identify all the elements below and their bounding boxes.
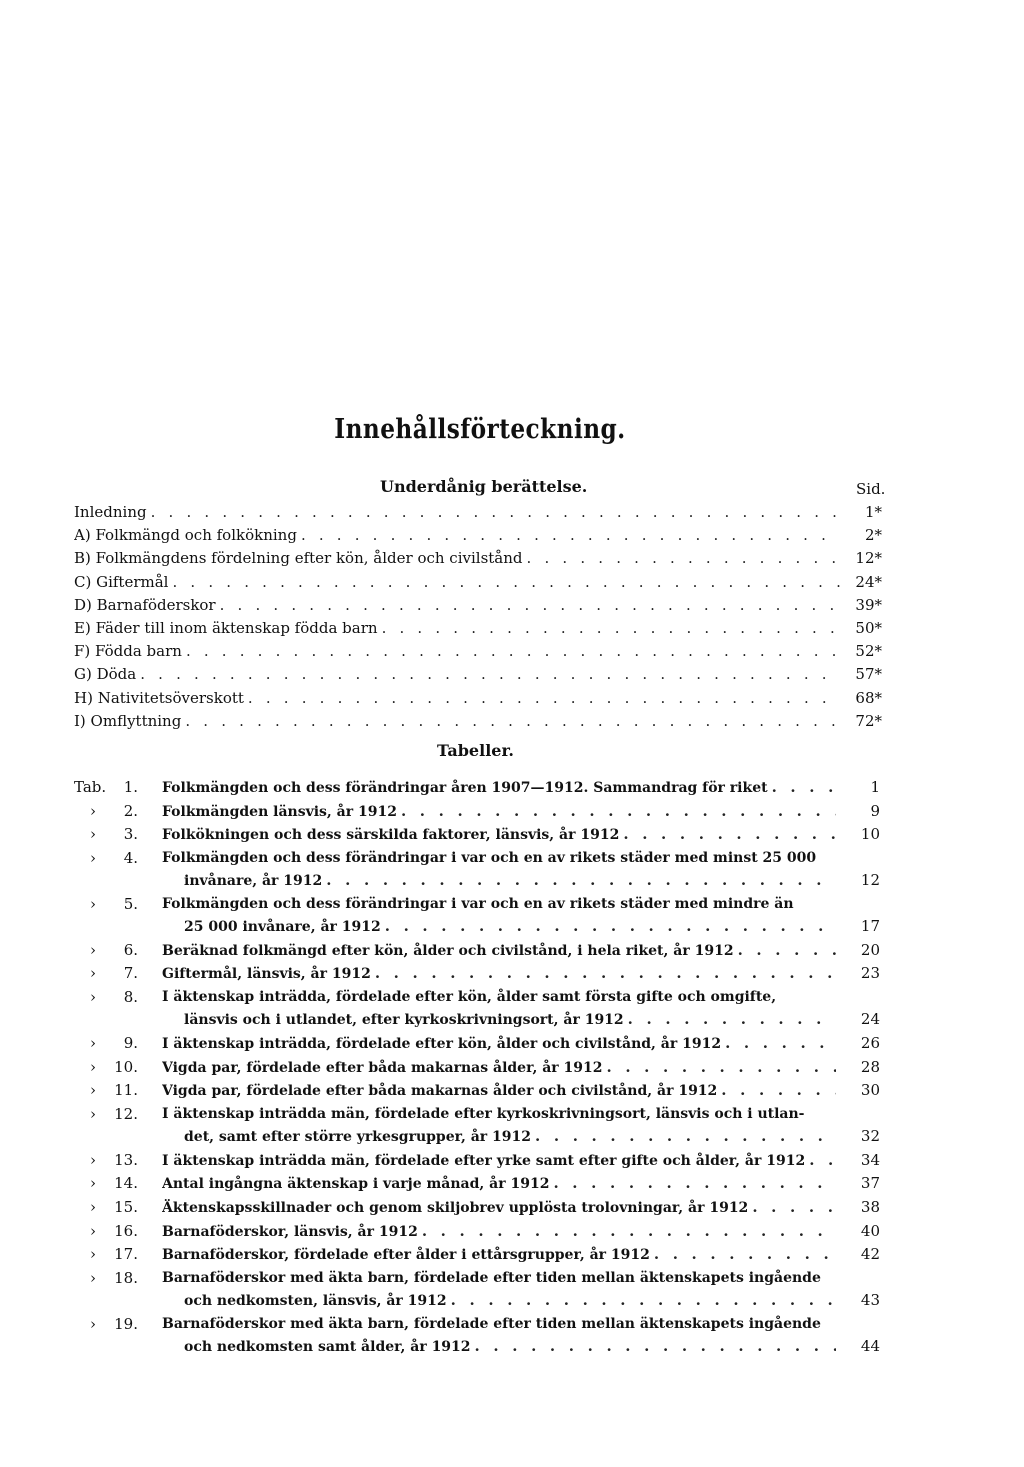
toc-entry-page: 12* — [855, 549, 882, 568]
table-entry-line — [162, 1080, 836, 1101]
table-number: 19. — [114, 1314, 138, 1333]
table-number: 1. — [123, 778, 138, 796]
toc-entry — [74, 525, 840, 545]
table-entry-line — [162, 963, 836, 984]
table-entry-page: 20 — [860, 940, 880, 959]
leader-dots — [721, 1033, 836, 1053]
table-entry-line — [162, 1244, 836, 1265]
table-entry-line — [184, 1336, 836, 1357]
table-entry-text: Folkmängden och dess förändringar åren 1907—1912. Sammandrag för riket — [162, 780, 768, 796]
table-entry-text: det, samt efter större yrkesgrupper, år 1912 — [184, 1129, 532, 1146]
table-entry-text: Giftermål, länsvis, år 1912 — [162, 966, 371, 983]
table-prefix: › — [90, 1174, 96, 1193]
toc-entry — [74, 548, 840, 568]
toc-entry-text: F) Födda barn — [74, 642, 182, 661]
toc-entry — [74, 641, 840, 661]
table-entry-text: Folkmängden länsvis, år 1912 — [162, 803, 397, 820]
table-entry-page: 40 — [860, 1221, 880, 1240]
table-entry-text: Folkökningen och dess särskilda faktorer, länsvis, år 1912 — [162, 827, 620, 844]
toc-entry — [74, 711, 840, 731]
leader-dots — [418, 1221, 836, 1241]
leader-dots — [734, 940, 836, 960]
toc-entry-text: I) Omflyttning — [74, 711, 182, 730]
table-number: 5. — [123, 894, 138, 913]
table-prefix: › — [90, 825, 96, 844]
toc-entry-text: D) Barnaföderskor — [74, 595, 216, 614]
table-entry-page: 37 — [860, 1174, 880, 1193]
toc-entry-text: H) Nativitetsöverskott — [74, 688, 244, 707]
leader-dots — [624, 1009, 836, 1029]
table-number: 6. — [123, 940, 138, 959]
leader-dots — [244, 688, 840, 708]
table-entry-line — [162, 1150, 836, 1171]
table-number: 18. — [114, 1268, 138, 1287]
leader-dots — [805, 1150, 836, 1170]
toc-entry-text: B) Folkmängdens fördelning efter kön, ålder och civilstånd — [74, 549, 523, 568]
table-prefix: › — [90, 1150, 96, 1169]
table-entry-line — [184, 1290, 836, 1311]
table-number: 10. — [114, 1057, 138, 1076]
table-entry-text: och nedkomsten samt ålder, år 1912 — [184, 1339, 471, 1356]
table-entry-text: I äktenskap inträdda, fördelade efter kön, ålder samt första gifte och omgifte, — [162, 989, 777, 1005]
table-number: 9. — [123, 1034, 138, 1052]
table-prefix: › — [90, 848, 96, 867]
table-entry-text: Barnaföderskor med äkta barn, fördelade efter tiden mellan äktenskapets ingående — [162, 1269, 821, 1286]
toc-entry — [74, 595, 840, 615]
leader-dots — [523, 548, 840, 568]
leader-dots — [619, 824, 836, 844]
table-entry-page: 9 — [870, 801, 880, 820]
leader-dots — [297, 525, 840, 545]
table-number: 4. — [123, 848, 138, 867]
table-prefix: › — [90, 1245, 96, 1264]
leader-dots — [471, 1336, 836, 1356]
table-prefix: › — [90, 964, 96, 983]
leader-dots — [531, 1126, 836, 1146]
leader-dots — [136, 664, 840, 684]
toc-entry — [74, 618, 840, 638]
table-prefix: › — [90, 1198, 96, 1216]
table-entry-text: invånare, år 1912 — [184, 873, 323, 890]
toc-entry-text: A) Folkmängd och folkökning — [74, 526, 297, 545]
table-number: 15. — [114, 1198, 138, 1216]
toc-entry-text: E) Fäder till inom äktenskap födda barn — [74, 619, 378, 637]
table-prefix: › — [90, 1104, 96, 1123]
toc-entry-page: 39* — [855, 595, 882, 614]
table-entry-page: 32 — [860, 1127, 880, 1146]
toc-entry-page: 57* — [855, 665, 882, 684]
table-entry-line — [162, 1057, 836, 1078]
toc-entry-text: C) Giftermål — [74, 572, 169, 591]
table-entry-line — [162, 1104, 838, 1124]
table-entry-text: Vigda par, fördelade efter båda makarnas ålder, år 1912 — [162, 1059, 603, 1076]
table-entry-page: 10 — [860, 825, 880, 844]
table-entry-page: 30 — [860, 1081, 880, 1100]
table-entry-line — [162, 940, 836, 961]
table-entry-text: I äktenskap inträdda män, fördelade efter kyrkoskrivningsort, länsvis och i utlan- — [162, 1105, 805, 1122]
table-entry-line — [162, 1268, 838, 1288]
toc-entry-page: 72* — [855, 711, 882, 730]
toc-entry — [74, 572, 840, 592]
table-prefix: › — [90, 1081, 96, 1100]
leader-dots — [397, 801, 836, 821]
table-prefix: › — [90, 801, 96, 820]
table-entry-line — [184, 916, 836, 937]
table-entry-text: Barnaföderskor med äkta barn, fördelade efter tiden mellan äktenskapets ingående — [162, 1315, 821, 1332]
leader-dots — [549, 1173, 836, 1193]
table-number: 7. — [123, 964, 138, 983]
leader-dots — [182, 641, 840, 661]
table-number: 17. — [114, 1245, 138, 1264]
toc-entry-page: 50* — [855, 619, 882, 637]
table-number: 11. — [114, 1081, 138, 1100]
table-entry-page: 44 — [860, 1337, 880, 1356]
table-entry-text: 25 000 invånare, år 1912 — [184, 919, 381, 936]
toc-entry-page: 1* — [864, 503, 882, 521]
toc-entry-page: 68* — [855, 688, 882, 707]
leader-dots — [717, 1080, 836, 1100]
leader-dots — [748, 1197, 836, 1217]
table-prefix: › — [90, 894, 96, 913]
table-entry-page: 26 — [860, 1034, 880, 1052]
table-entry-line — [184, 1009, 836, 1030]
table-entry-line — [162, 777, 836, 798]
table-entry-line — [162, 824, 836, 845]
table-number: 14. — [114, 1174, 138, 1193]
tables-heading: Tabeller. — [437, 741, 514, 760]
table-entry-text: Beräknad folkmängd efter kön, ålder och civilstånd, i hela riket, år 1912 — [162, 942, 734, 959]
table-prefix: › — [90, 1057, 96, 1076]
table-number: 16. — [114, 1221, 138, 1240]
table-entry-page: 28 — [860, 1057, 880, 1076]
leader-dots — [447, 1290, 836, 1310]
table-entry-text: och nedkomsten, länsvis, år 1912 — [184, 1293, 447, 1310]
leader-dots — [378, 618, 840, 638]
toc-entry-text: Inledning — [74, 503, 147, 521]
toc-entry-page: 24* — [855, 572, 882, 591]
table-entry-text: Äktenskapsskillnader och genom skiljobrev upplösta trolovningar, år 1912 — [162, 1200, 749, 1216]
table-prefix: Tab. — [74, 778, 107, 796]
table-entry-page: 17 — [860, 917, 880, 936]
leader-dots — [181, 711, 840, 731]
table-entry-line — [162, 1221, 836, 1242]
table-entry-line — [162, 848, 838, 868]
table-entry-line — [162, 894, 838, 914]
page-column-label: Sid. — [856, 480, 886, 498]
leader-dots — [147, 502, 840, 522]
table-prefix: › — [90, 1221, 96, 1240]
table-entry-text: Barnaföderskor, fördelade efter ålder i ettårsgrupper, år 1912 — [162, 1247, 650, 1264]
toc-entry-page: 52* — [855, 642, 882, 661]
leader-dots — [381, 916, 836, 936]
table-entry-page: 43 — [860, 1291, 880, 1310]
table-entry-line — [184, 870, 836, 891]
table-entry-page: 34 — [860, 1150, 880, 1169]
table-entry-page: 24 — [860, 1010, 880, 1029]
table-number: 2. — [123, 801, 138, 820]
leader-dots — [168, 572, 840, 592]
table-entry-line — [162, 1314, 838, 1334]
toc-entry — [74, 502, 840, 522]
table-number: 3. — [123, 825, 138, 844]
toc-entry — [74, 664, 840, 684]
leader-dots — [216, 595, 840, 615]
table-entry-line — [162, 1197, 836, 1218]
table-entry-page: 38 — [860, 1198, 880, 1216]
table-entry-page: 12 — [860, 871, 880, 890]
table-entry-line — [184, 1126, 836, 1147]
table-entry-line — [162, 801, 836, 822]
table-entry-text: Vigda par, fördelade efter båda makarnas ålder och civilstånd, år 1912 — [162, 1083, 718, 1100]
toc-entry-text: G) Döda — [74, 665, 137, 684]
table-entry-text: Folkmängden och dess förändringar i var och en av rikets städer med mindre än — [162, 895, 794, 912]
page-title: Innehållsförteckning. — [334, 414, 626, 445]
table-number: 12. — [114, 1104, 138, 1123]
toc-entry-page: 2* — [864, 526, 882, 545]
leader-dots — [371, 963, 836, 983]
toc-entry — [74, 688, 840, 708]
table-prefix: › — [90, 1034, 96, 1052]
table-entry-line — [162, 1173, 836, 1194]
table-entry-text: Barnaföderskor, länsvis, år 1912 — [162, 1223, 418, 1240]
table-prefix: › — [90, 988, 96, 1006]
table-entry-line — [162, 1033, 836, 1054]
table-entry-text: I äktenskap inträdda män, fördelade efter yrke samt efter gifte och ålder, år 1912 — [162, 1152, 806, 1169]
table-number: 8. — [123, 988, 138, 1006]
table-number: 13. — [114, 1150, 138, 1169]
table-prefix: › — [90, 940, 96, 959]
table-entry-text: I äktenskap inträdda, fördelade efter kön, ålder och civilstånd, år 1912 — [162, 1036, 722, 1052]
table-entry-text: Antal ingångna äktenskap i varje månad, år 1912 — [162, 1176, 550, 1193]
table-prefix: › — [90, 1268, 96, 1287]
table-entry-text: Folkmängden och dess förändringar i var och en av rikets städer med minst 25 000 — [162, 849, 817, 866]
leader-dots — [650, 1244, 836, 1264]
leader-dots — [602, 1057, 836, 1077]
table-entry-line — [162, 987, 838, 1007]
leader-dots — [322, 870, 836, 890]
leader-dots — [768, 777, 836, 797]
report-heading: Underdånig berättelse. — [380, 477, 588, 496]
table-entry-page: 23 — [860, 964, 880, 983]
table-entry-text: länsvis och i utlandet, efter kyrkoskrivningsort, år 1912 — [184, 1012, 624, 1029]
table-entry-page: 1 — [870, 778, 880, 796]
table-prefix: › — [90, 1314, 96, 1333]
table-entry-page: 42 — [860, 1245, 880, 1264]
